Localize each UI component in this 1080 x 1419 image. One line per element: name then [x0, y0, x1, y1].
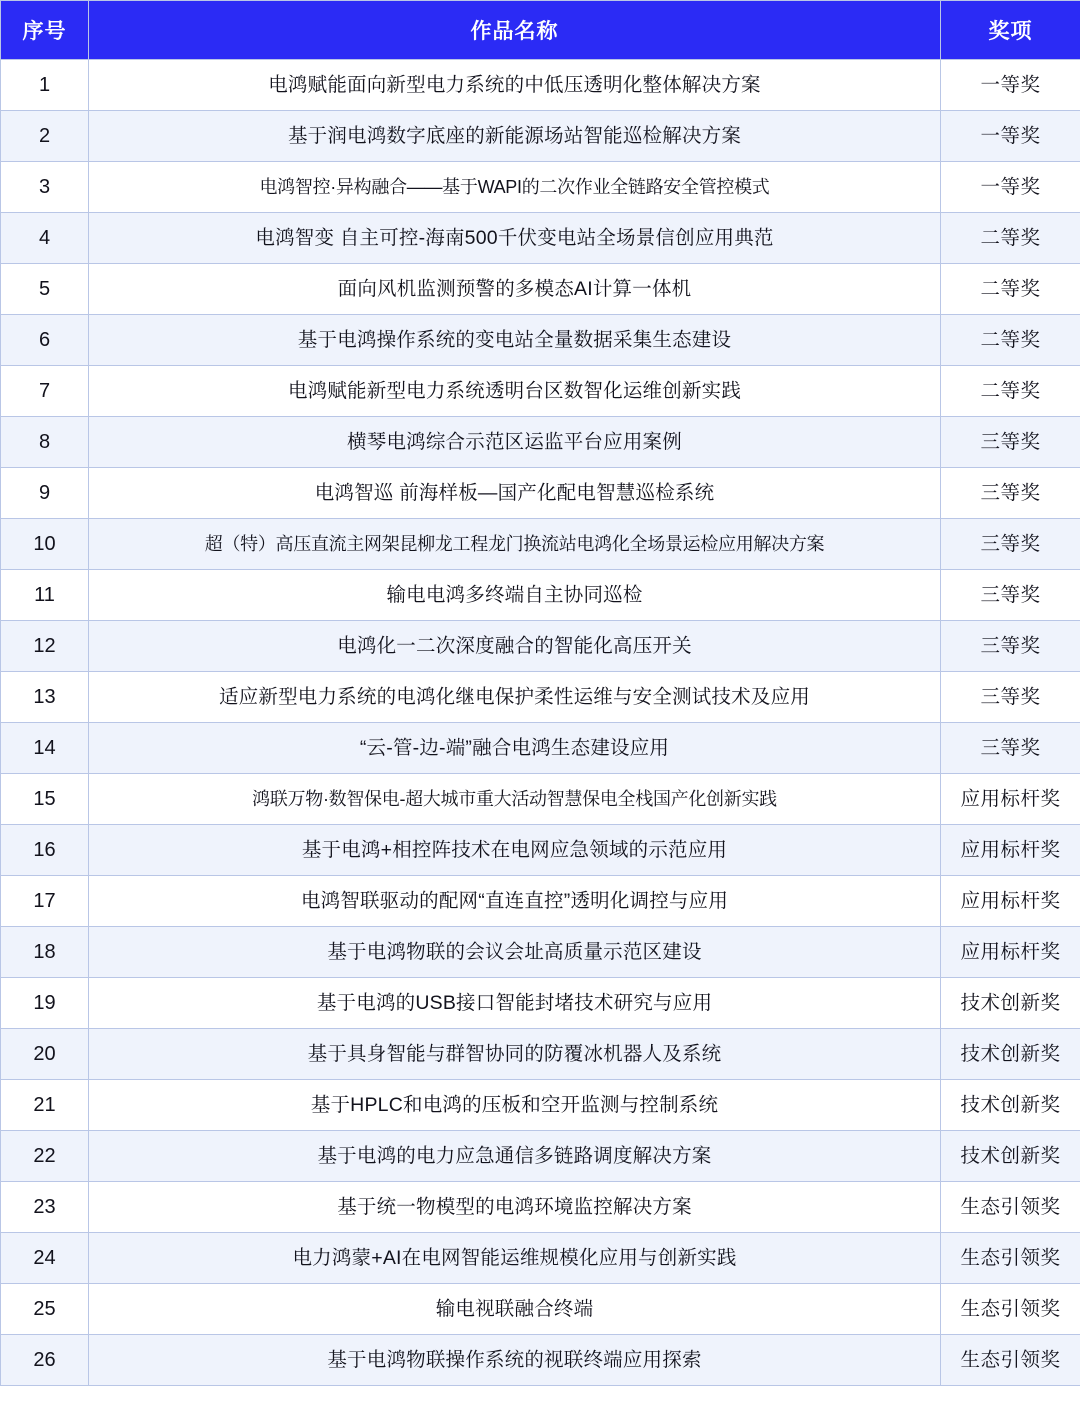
- cell-index: 24: [1, 1233, 89, 1284]
- cell-title: 基于电鸿+相控阵技术在电网应急领域的示范应用: [89, 825, 941, 876]
- cell-index: 22: [1, 1131, 89, 1182]
- cell-title: 基于电鸿操作系统的变电站全量数据采集生态建设: [89, 315, 941, 366]
- cell-index: 9: [1, 468, 89, 519]
- cell-award: 技术创新奖: [941, 1131, 1080, 1182]
- table-row: [1, 213, 1080, 264]
- cell-award: 生态引领奖: [941, 1182, 1080, 1233]
- cell-index: 12: [1, 621, 89, 672]
- table-row: [1, 1335, 1080, 1386]
- cell-award: 技术创新奖: [941, 978, 1080, 1029]
- cell-index: 16: [1, 825, 89, 876]
- cell-index: 6: [1, 315, 89, 366]
- table-row: [1, 111, 1080, 162]
- table-row: [1, 1233, 1080, 1284]
- cell-title: 基于电鸿的USB接口智能封堵技术研究与应用: [89, 978, 941, 1029]
- cell-award: 三等奖: [941, 672, 1080, 723]
- table-row: [1, 978, 1080, 1029]
- table-row: [1, 1080, 1080, 1131]
- table-row: [1, 876, 1080, 927]
- cell-title: 面向风机监测预警的多模态AI计算一体机: [89, 264, 941, 315]
- table-row: [1, 672, 1080, 723]
- table-row: [1, 417, 1080, 468]
- table-row: [1, 621, 1080, 672]
- cell-title: 电鸿智联驱动的配网“直连直控”透明化调控与应用: [89, 876, 941, 927]
- cell-index: 2: [1, 111, 89, 162]
- cell-title: 电鸿智变 自主可控-海南500千伏变电站全场景信创应用典范: [89, 213, 941, 264]
- cell-title: “云-管-边-端”融合电鸿生态建设应用: [89, 723, 941, 774]
- cell-title: 基于电鸿的电力应急通信多链路调度解决方案: [89, 1131, 941, 1182]
- table-row: [1, 825, 1080, 876]
- cell-title: 基于具身智能与群智协同的防覆冰机器人及系统: [89, 1029, 941, 1080]
- cell-award: 应用标杆奖: [941, 927, 1080, 978]
- cell-index: 4: [1, 213, 89, 264]
- cell-award: 技术创新奖: [941, 1080, 1080, 1131]
- column-header-award: 奖项: [941, 1, 1080, 60]
- cell-title: 电鸿智控·异构融合——基于WAPI的二次作业全链路安全管控模式: [89, 162, 941, 213]
- cell-title: 电鸿赋能新型电力系统透明台区数智化运维创新实践: [89, 366, 941, 417]
- cell-award: 一等奖: [941, 111, 1080, 162]
- cell-title: 电鸿化一二次深度融合的智能化高压开关: [89, 621, 941, 672]
- table-row: [1, 570, 1080, 621]
- cell-award: 生态引领奖: [941, 1233, 1080, 1284]
- cell-award: 三等奖: [941, 417, 1080, 468]
- cell-index: 5: [1, 264, 89, 315]
- table-row: [1, 1029, 1080, 1080]
- cell-title: 输电视联融合终端: [89, 1284, 941, 1335]
- cell-award: 三等奖: [941, 468, 1080, 519]
- table-row: [1, 162, 1080, 213]
- cell-title: 电力鸿蒙+AI在电网智能运维规模化应用与创新实践: [89, 1233, 941, 1284]
- cell-award: 二等奖: [941, 366, 1080, 417]
- cell-title: 横琴电鸿综合示范区运监平台应用案例: [89, 417, 941, 468]
- table-row: [1, 774, 1080, 825]
- table-row: [1, 519, 1080, 570]
- column-header-index: 序号: [1, 1, 89, 60]
- table-row: [1, 264, 1080, 315]
- cell-index: 20: [1, 1029, 89, 1080]
- cell-index: 8: [1, 417, 89, 468]
- cell-title: 电鸿赋能面向新型电力系统的中低压透明化整体解决方案: [89, 60, 941, 111]
- cell-index: 1: [1, 60, 89, 111]
- cell-index: 21: [1, 1080, 89, 1131]
- cell-title: 鸿联万物·数智保电-超大城市重大活动智慧保电全栈国产化创新实践: [89, 774, 941, 825]
- cell-award: 应用标杆奖: [941, 876, 1080, 927]
- cell-index: 26: [1, 1335, 89, 1386]
- cell-award: 二等奖: [941, 213, 1080, 264]
- table-body: [1, 60, 1080, 1386]
- table-row: [1, 1284, 1080, 1335]
- cell-index: 14: [1, 723, 89, 774]
- table-row: [1, 1182, 1080, 1233]
- table-row: [1, 366, 1080, 417]
- cell-title: 基于电鸿物联操作系统的视联终端应用探索: [89, 1335, 941, 1386]
- cell-title: 电鸿智巡 前海样板—国产化配电智慧巡检系统: [89, 468, 941, 519]
- cell-award: 三等奖: [941, 570, 1080, 621]
- cell-title: 基于电鸿物联的会议会址高质量示范区建设: [89, 927, 941, 978]
- cell-award: 应用标杆奖: [941, 774, 1080, 825]
- table-row: [1, 1131, 1080, 1182]
- cell-index: 17: [1, 876, 89, 927]
- cell-index: 11: [1, 570, 89, 621]
- cell-index: 15: [1, 774, 89, 825]
- cell-index: 25: [1, 1284, 89, 1335]
- cell-index: 23: [1, 1182, 89, 1233]
- table-header-row: [1, 1, 1080, 60]
- cell-title: 超（特）高压直流主网架昆柳龙工程龙门换流站电鸿化全场景运检应用解决方案: [89, 519, 941, 570]
- cell-index: 19: [1, 978, 89, 1029]
- table-row: [1, 723, 1080, 774]
- cell-index: 18: [1, 927, 89, 978]
- cell-award: 三等奖: [941, 519, 1080, 570]
- cell-title: 基于润电鸿数字底座的新能源场站智能巡检解决方案: [89, 111, 941, 162]
- cell-award: 生态引领奖: [941, 1335, 1080, 1386]
- cell-award: 二等奖: [941, 264, 1080, 315]
- table-row: [1, 60, 1080, 111]
- cell-award: 应用标杆奖: [941, 825, 1080, 876]
- table-row: [1, 468, 1080, 519]
- column-header-title: 作品名称: [89, 1, 941, 60]
- cell-award: 三等奖: [941, 723, 1080, 774]
- cell-award: 技术创新奖: [941, 1029, 1080, 1080]
- cell-title: 适应新型电力系统的电鸿化继电保护柔性运维与安全测试技术及应用: [89, 672, 941, 723]
- cell-title: 基于统一物模型的电鸿环境监控解决方案: [89, 1182, 941, 1233]
- cell-award: 二等奖: [941, 315, 1080, 366]
- cell-index: 10: [1, 519, 89, 570]
- cell-title: 基于HPLC和电鸿的压板和空开监测与控制系统: [89, 1080, 941, 1131]
- cell-title: 输电电鸿多终端自主协同巡检: [89, 570, 941, 621]
- cell-award: 一等奖: [941, 60, 1080, 111]
- cell-index: 3: [1, 162, 89, 213]
- cell-index: 7: [1, 366, 89, 417]
- cell-award: 一等奖: [941, 162, 1080, 213]
- table-row: [1, 315, 1080, 366]
- table-row: [1, 927, 1080, 978]
- cell-index: 13: [1, 672, 89, 723]
- cell-award: 三等奖: [941, 621, 1080, 672]
- cell-award: 生态引领奖: [941, 1284, 1080, 1335]
